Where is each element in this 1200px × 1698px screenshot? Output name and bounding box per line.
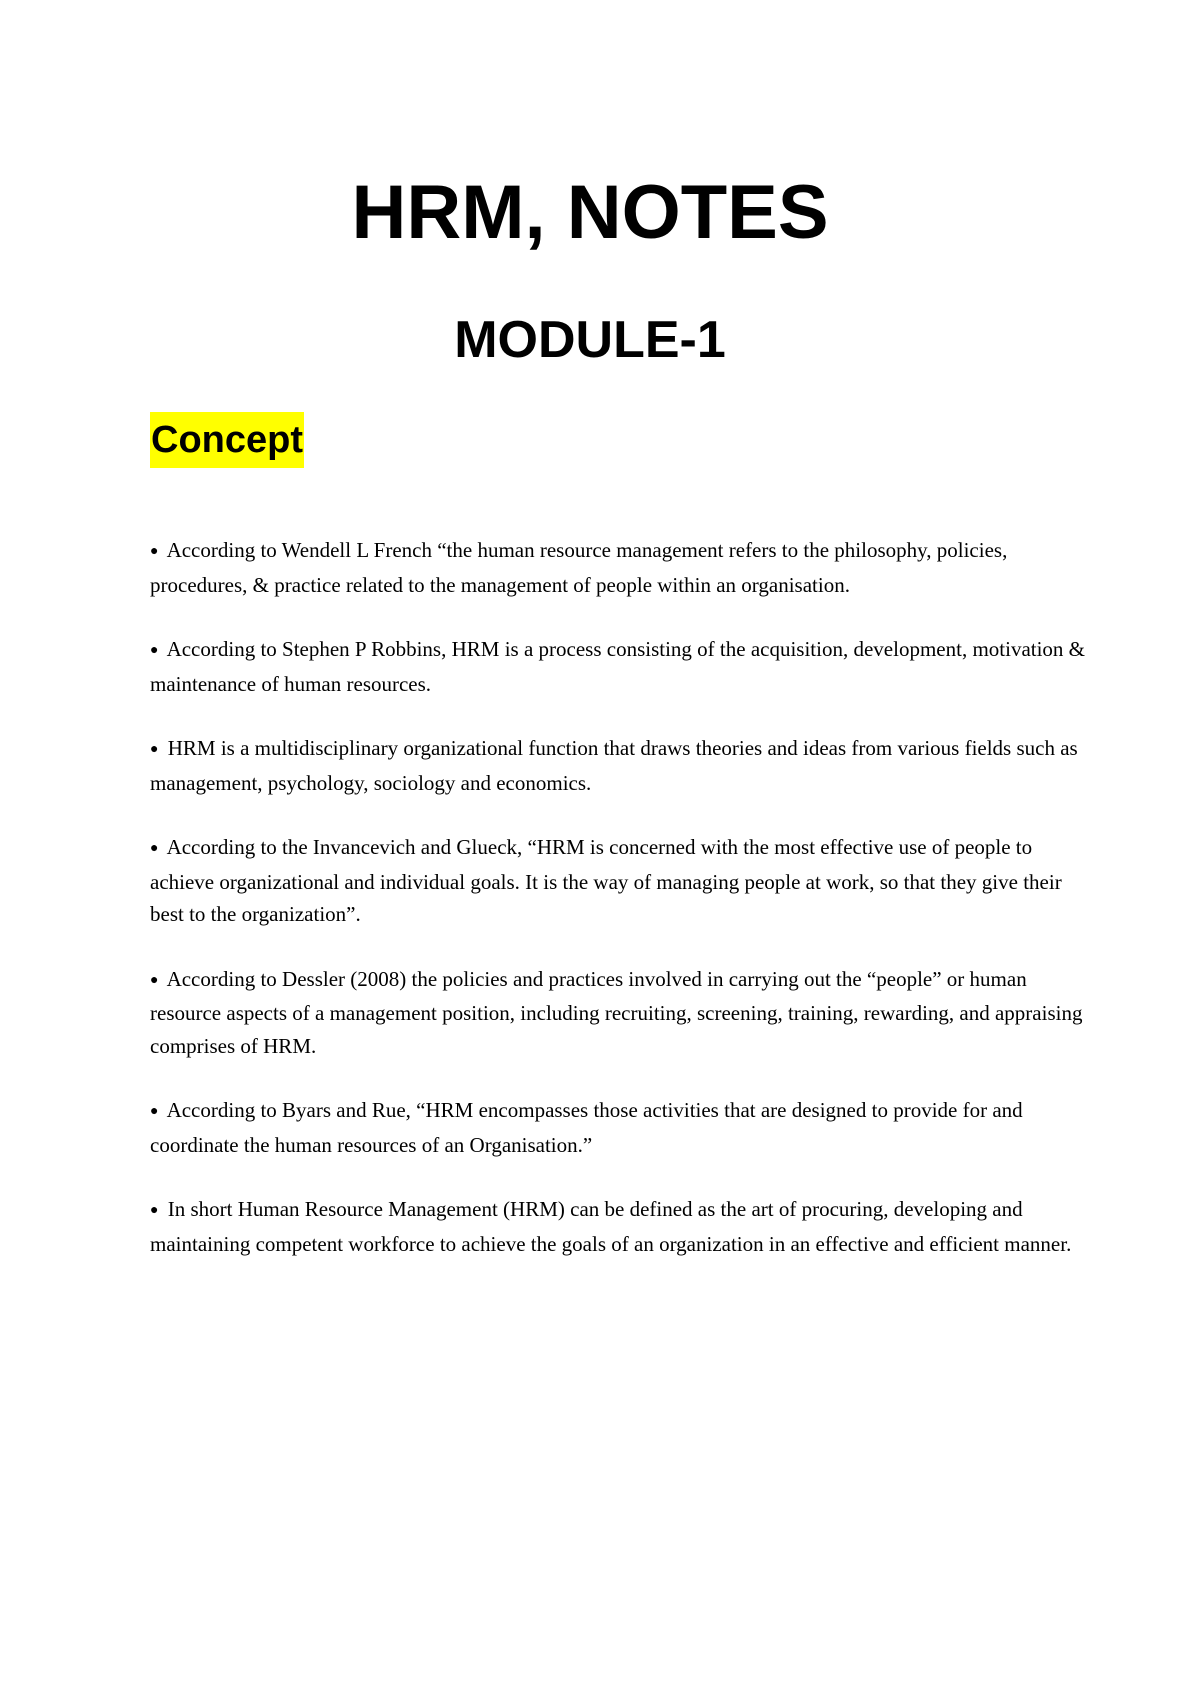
bullet-icon: ● (150, 742, 159, 757)
bullet-text: According to Dessler (2008) the policies and practices involved in carrying out the “people” or human resource aspects of a management position, including recruiting, screening, training, rewarding, and appraising comprises of HRM. (150, 966, 1083, 1058)
list-item (150, 1094, 1095, 1161)
bullet-text: According to Byars and Rue, “HRM encompasses those activities that are designed to provide for and coordinate the human resources of an Organisation.” (150, 1098, 1023, 1157)
list-item (150, 963, 1095, 1063)
bullet-icon: ● (150, 643, 159, 658)
bullet-icon: ● (150, 1104, 159, 1119)
bullet-text: In short Human Resource Management (HRM) can be defined as the art of procuring, developing and maintaining competent workforce to achieve the goals of an organization in an effective and efficient manner. (150, 1197, 1072, 1256)
list-item (150, 732, 1095, 799)
bullet-text: According to Stephen P Robbins, HRM is a process consisting of the acquisition, development, motivation & maintenance of human resources. (150, 637, 1086, 696)
bullet-text: HRM is a multidisciplinary organizational function that draws theories and ideas from various fields such as management, psychology, sociology and economics. (150, 736, 1078, 795)
bullet-icon: ● (150, 1203, 159, 1218)
bullet-icon: ● (150, 972, 159, 988)
concept-bullet-list (150, 534, 1095, 1292)
bullet-icon: ● (150, 544, 159, 559)
bullet-text: According to the Invancevich and Glueck, “HRM is concerned with the most effective use of people to achieve organizational and individual goals. It is the way of managing people at work, so that they give their best to the organization”. (150, 835, 1062, 926)
list-item (150, 1193, 1095, 1260)
document-title: HRM, NOTES (351, 170, 829, 255)
module-heading: MODULE-1 (454, 311, 726, 369)
bullet-icon: ● (150, 841, 159, 856)
list-item (150, 831, 1095, 931)
section-heading-concept: Concept (150, 412, 304, 468)
list-item (150, 534, 1095, 601)
bullet-text: According to Wendell L French “the human resource management refers to the philosophy, policies, procedures, & practice related to the management of people within an organisation. (150, 538, 1008, 597)
list-item (150, 633, 1095, 700)
